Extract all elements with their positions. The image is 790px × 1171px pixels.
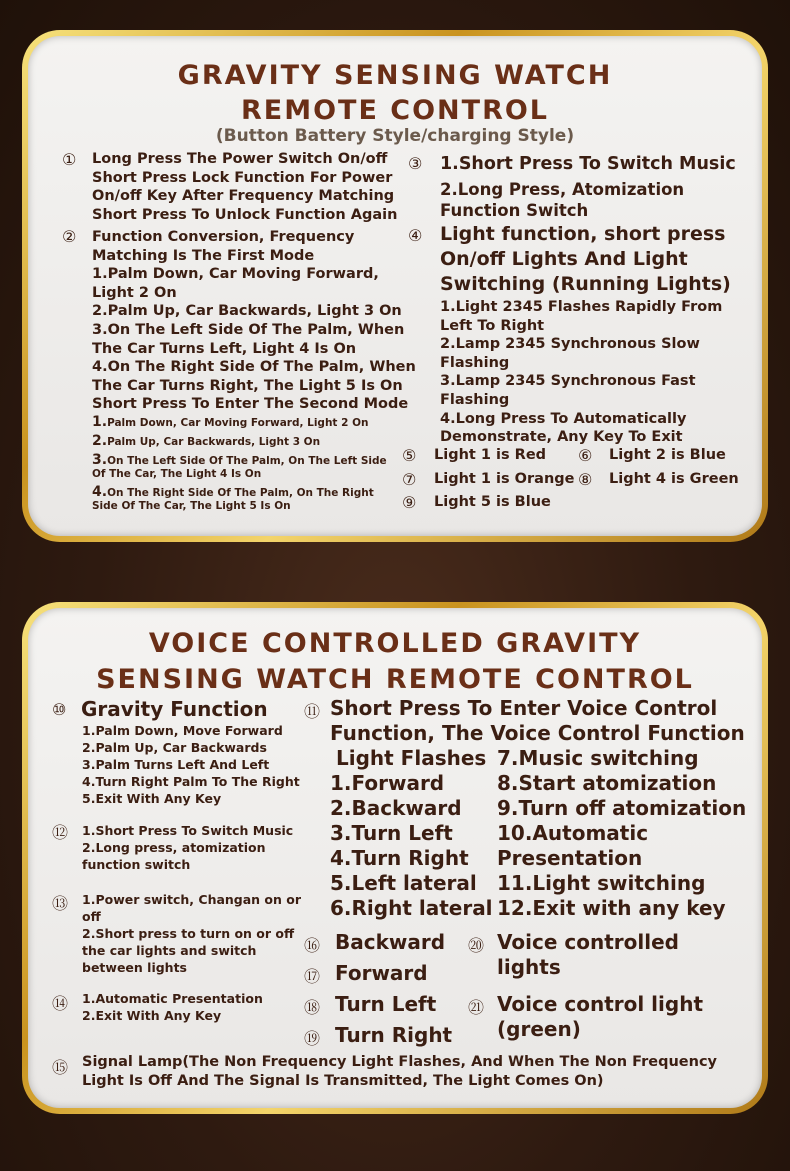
signal-lamp-text: Signal Lamp(The Non Frequency Light Flashes, And When The Non Frequency Light Is Off And The Signal Is Transmitted, The Light Comes On) <box>82 1054 717 1089</box>
light-1-red: Light 1 is Red <box>434 447 547 463</box>
item-number: ⑭ <box>52 994 69 1013</box>
item2-second-mode: 1.Palm Down, Car Moving Forward, Light 2 On 2.Palm Up, Car Backwards, Light 3 On 3.On The Left Side Of The Palm, On The Left Side Of The Car, The Light 4 Is On 4.On The Right Side Of The Palm, On The Right Side Of The Car, The Light 5 Is On <box>92 414 387 512</box>
item11-heading: Short Press To Enter Voice Control Function, The Voice Control Function <box>330 696 745 745</box>
item-number: ⑱ <box>304 998 321 1017</box>
voice-commands-col2: 7.Music switching 8.Start atomization 9.Turn off atomization 10.Automatic Presentation 11.Light switching 12.Exit with any key <box>497 746 747 920</box>
item-number: ⑥ <box>578 446 593 465</box>
item-number: ㉑ <box>468 998 485 1017</box>
voice-commands-col1: Light Flashes 1.Forward 2.Backward 3.Turn Left 4.Turn Right 5.Left lateral 6.Right lateral <box>330 746 493 920</box>
voice-controlled-panel <box>22 602 768 1114</box>
item-number: ⑦ <box>402 470 417 489</box>
light-1-orange: Light 1 is Orange <box>434 471 575 487</box>
gravity-sensing-panel <box>22 30 768 542</box>
item10-text: 1.Palm Down, Move Forward 2.Palm Up, Car Backwards 3.Palm Turns Left And Left 4.Turn Right Palm To The Right 5.Exit With Any Key <box>82 723 300 806</box>
item-number: ⑲ <box>304 1029 321 1048</box>
voice-forward: Forward <box>335 961 428 985</box>
item-number: ⑬ <box>52 894 69 913</box>
item4-heading: Light function, short press On/off Lights And Light Switching (Running Lights) <box>440 223 731 295</box>
voice-turn-left: Turn Left <box>335 992 437 1016</box>
item1-text: Long Press The Power Switch On/off Short Press Lock Function For Power On/off Key After Frequency Matching Short Press To Unlock Function Again <box>92 151 398 223</box>
item-number: ⑰ <box>304 967 321 986</box>
panel-inner <box>28 36 762 536</box>
item4-text: 1.Light 2345 Flashes Rapidly From Left To Right 2.Lamp 2345 Synchronous Slow Flashing 3.Lamp 2345 Synchronous Fast Flashing 4.Long Press To Automatically Demonstrate, Any Key To Exit <box>440 299 723 446</box>
item14-text: 1.Automatic Presentation 2.Exit With Any Key <box>82 991 263 1023</box>
item-number: ⑤ <box>402 446 417 465</box>
item-number: ⑪ <box>304 702 321 721</box>
item-number: ① <box>62 150 77 169</box>
item-number: ④ <box>408 226 423 245</box>
voice-backward: Backward <box>335 930 446 954</box>
light-2-blue: Light 2 is Blue <box>609 447 726 463</box>
panel-inner <box>28 608 762 1108</box>
light-4-green: Light 4 is Green <box>609 471 739 487</box>
light-5-blue: Light 5 is Blue <box>434 494 551 510</box>
item-number: ⑮ <box>52 1058 69 1077</box>
panel-title-line2: SENSING WATCH REMOTE CONTROL <box>96 664 694 695</box>
panel-title-line1: VOICE CONTROLLED GRAVITY <box>148 628 642 659</box>
item3-text: 1.Short Press To Switch Music 2.Long Press, Atomization Function Switch <box>440 154 736 220</box>
gravity-function-heading: Gravity Function <box>81 697 268 721</box>
item-number: ③ <box>408 154 423 173</box>
panel-subtitle: (Button Battery Style/charging Style) <box>215 126 575 146</box>
item-number: ⑩ <box>52 700 67 719</box>
panel-title-line1: GRAVITY SENSING WATCH <box>177 60 613 91</box>
item-number: ⑫ <box>52 823 69 842</box>
item-number: ⑨ <box>402 493 417 512</box>
item-number: ⑯ <box>304 936 321 955</box>
voice-controlled-lights: Voice controlled lights <box>497 930 679 979</box>
item12-text: 1.Short Press To Switch Music 2.Long press, atomization function switch <box>82 823 294 872</box>
voice-turn-right: Turn Right <box>335 1023 453 1047</box>
item2-text: Function Conversion, Frequency Matching Is The First Mode 1.Palm Down, Car Moving Forward, Light 2 On 2.Palm Up, Car Backwards, Light 3 On 3.On The Left Side Of The Palm, When The Car Turns Left, Light 4 Is On 4.On The Right Side Of The Palm, When The Car Turns Right, The Light 5 Is On Short Press To Enter The Second Mode <box>92 229 416 413</box>
panel-title-line2: REMOTE CONTROL <box>240 95 550 126</box>
item-number: ② <box>62 227 77 246</box>
item-number: ⑧ <box>578 470 593 489</box>
voice-control-light-green: Voice control light (green) <box>497 992 704 1041</box>
item-number: ⑳ <box>468 936 485 955</box>
item13-text: 1.Power switch, Changan on or off 2.Short press to turn on or off the car lights and switch between lights <box>82 892 302 975</box>
